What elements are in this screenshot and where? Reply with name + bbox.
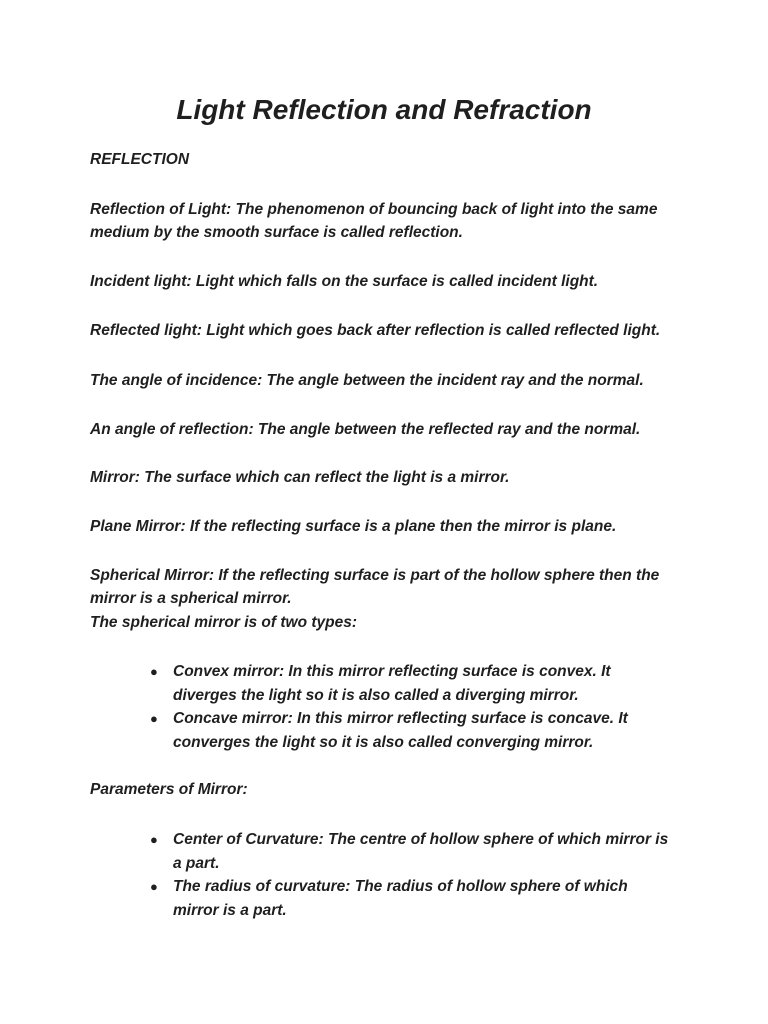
bullet-icon: ● <box>150 832 158 847</box>
bullet-icon: ● <box>150 711 158 726</box>
parameters-list <box>150 828 670 922</box>
bullet-icon: ● <box>150 879 158 894</box>
list-item <box>150 875 670 922</box>
paragraph-plane-mirror: Plane Mirror: If the reflecting surface is a plane then the mirror is plane. <box>90 518 617 535</box>
document-title: Light Reflection and Refraction <box>176 94 592 125</box>
list-item <box>150 660 670 707</box>
paragraph-reflected-light: Reflected light: Light which goes back after reflection is called reflected light. <box>90 322 661 339</box>
list-item-text: Convex mirror: In this mirror reflecting surface is convex. It diverges the light so it is also called a diverging mirror. <box>173 663 611 704</box>
list-item <box>150 828 670 875</box>
paragraph-angle-of-reflection: An angle of reflection: The angle between the reflected ray and the normal. <box>90 421 641 438</box>
mirror-types-list <box>150 660 670 754</box>
list-item-text: Center of Curvature: The centre of hollow sphere of which mirror is a part. <box>173 831 669 872</box>
paragraph-angle-of-incidence: The angle of incidence: The angle between the incident ray and the normal. <box>90 372 644 389</box>
paragraph-mirror: Mirror: The surface which can reflect the light is a mirror. <box>90 469 510 486</box>
paragraph-spherical-types: The spherical mirror is of two types: <box>90 614 358 631</box>
section-heading: REFLECTION <box>90 151 190 168</box>
list-item-text: The radius of curvature: The radius of hollow sphere of which mirror is a part. <box>173 878 628 919</box>
paragraph-reflection-of-light: Reflection of Light: The phenomenon of bouncing back of light into the same medium by the smooth surface is called reflection. <box>90 201 658 241</box>
parameters-heading: Parameters of Mirror: <box>90 781 248 798</box>
bullet-icon: ● <box>150 664 158 679</box>
list-item-text: Concave mirror: In this mirror reflecting surface is concave. It converges the light so it is also called converging mirror. <box>173 710 628 751</box>
paragraph-spherical-mirror: Spherical Mirror: If the reflecting surface is part of the hollow sphere then the mirror is a spherical mirror. <box>90 567 660 607</box>
paragraph-incident-light: Incident light: Light which falls on the surface is called incident light. <box>90 273 599 290</box>
list-item <box>150 707 670 754</box>
